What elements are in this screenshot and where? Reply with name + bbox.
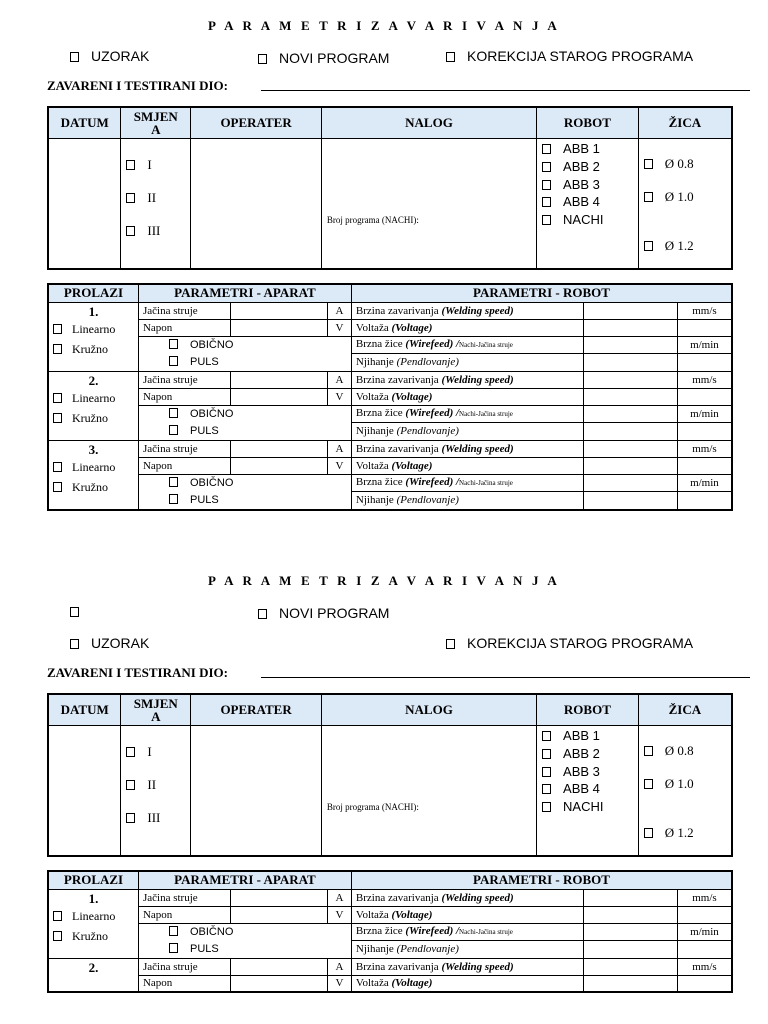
checkbox-icon[interactable]: [542, 802, 551, 812]
voltaza-input[interactable]: [584, 457, 678, 474]
njihanje-label: Njihanje (Pendlovanje): [351, 941, 583, 959]
pass-number: 2.: [88, 959, 99, 975]
unit-v: V: [328, 319, 352, 336]
checkbox-icon[interactable]: [126, 747, 135, 757]
header-smjena: SMJEN A: [121, 107, 191, 138]
jacina-label: Jačina struje: [138, 371, 230, 388]
checkbox-icon[interactable]: [542, 749, 551, 759]
mode-option[interactable]: PULS: [169, 423, 347, 440]
robot-option[interactable]: NACHI: [542, 799, 603, 814]
form1-option-novi-program[interactable]: NOVI PROGRAM: [258, 50, 389, 66]
checkbox-icon[interactable]: [169, 477, 178, 487]
brzina-zav-label: Brzina zavarivanja (Welding speed): [351, 889, 583, 906]
robot-option[interactable]: ABB 1: [542, 141, 600, 156]
unit-v: V: [328, 975, 352, 992]
unit-v: V: [328, 388, 352, 405]
voltaza-label: Voltaža (Voltage): [351, 975, 583, 992]
robot-option[interactable]: ABB 2: [542, 159, 600, 174]
form2-option-empty[interactable]: [70, 603, 91, 619]
wire-option[interactable]: Ø 1.2: [644, 825, 694, 841]
checkbox-icon[interactable]: [644, 746, 653, 756]
header-robot-params: PARAMETRI - ROBOT: [351, 871, 732, 889]
checkbox-icon[interactable]: [53, 462, 62, 472]
checkbox-icon[interactable]: [542, 767, 551, 777]
checkbox-icon[interactable]: [169, 494, 178, 504]
checkbox-icon[interactable]: [542, 162, 551, 172]
brzina-zice-input[interactable]: [584, 923, 678, 941]
robot-option[interactable]: ABB 2: [542, 746, 600, 761]
empty-cell: [677, 457, 732, 474]
brzina-zav-input[interactable]: [584, 371, 678, 388]
voltaza-label: Voltaža (Voltage): [351, 906, 583, 923]
header-aparat: PARAMETRI - APARAT: [138, 871, 351, 889]
checkbox-icon[interactable]: [53, 344, 62, 354]
checkbox-icon[interactable]: [169, 425, 178, 435]
pass-number: 2.: [88, 372, 99, 388]
unit-mms: mm/s: [677, 958, 732, 975]
wire-option[interactable]: Ø 1.2: [644, 238, 694, 254]
checkbox-icon[interactable]: [258, 609, 267, 619]
nalog-cell[interactable]: [321, 725, 536, 856]
robot-option[interactable]: ABB 4: [542, 781, 600, 796]
mode-cell: [138, 474, 351, 510]
checkbox-icon[interactable]: [126, 780, 135, 790]
robot-option[interactable]: ABB 3: [542, 764, 600, 779]
jacina-label: Jačina struje: [138, 302, 230, 319]
unit-a: A: [328, 889, 352, 906]
mode-option[interactable]: OBIČNO: [169, 406, 347, 423]
njihanje-label: Njihanje (Pendlovanje): [351, 492, 583, 510]
type-option[interactable]: Linearno: [53, 391, 134, 405]
header-prolazi: PROLAZI: [48, 284, 138, 302]
voltaza-input[interactable]: [584, 975, 678, 992]
form1-option-korekcija[interactable]: KOREKCIJA STAROG PROGRAMA: [446, 48, 693, 64]
unit-mmin: m/min: [677, 336, 732, 354]
form2-title: P A R A M E T R I Z A V A R I V A N J A: [207, 573, 561, 588]
mode-cell: [138, 405, 351, 440]
pass-cell: [48, 889, 138, 958]
type-option[interactable]: Kružno: [53, 411, 134, 425]
checkbox-icon[interactable]: [542, 180, 551, 190]
type-option[interactable]: Kružno: [53, 929, 134, 943]
unit-a: A: [328, 371, 352, 388]
mode-option[interactable]: OBIČNO: [169, 337, 347, 354]
nalog-cell[interactable]: [321, 138, 536, 269]
shift-option[interactable]: I: [126, 157, 151, 173]
header-operater: OPERATER: [191, 694, 322, 725]
checkbox-icon[interactable]: [644, 828, 653, 838]
mode-cell: [138, 923, 351, 958]
napon-label: Napon: [138, 319, 230, 336]
brzina-zice-label: Brzna žice (Wirefeed) /Nachi-Jačina struje: [351, 405, 583, 423]
jacina-input[interactable]: [231, 889, 328, 906]
mode-option[interactable]: OBIČNO: [169, 475, 347, 492]
type-option[interactable]: Linearno: [53, 460, 134, 474]
empty-cell: [677, 492, 732, 510]
mode-option[interactable]: OBIČNO: [169, 924, 347, 941]
napon-label: Napon: [138, 906, 230, 923]
form1-title: P A R A M E T R I Z A V A R I V A N J A: [207, 18, 561, 33]
napon-input[interactable]: [231, 457, 328, 474]
form1-passes-table: [47, 283, 733, 511]
napon-label: Napon: [138, 388, 230, 405]
unit-mms: mm/s: [677, 302, 732, 319]
type-option[interactable]: Kružno: [53, 480, 134, 494]
brzina-zav-label: Brzina zavarivanja (Welding speed): [351, 440, 583, 457]
pass-cell: [48, 302, 138, 371]
checkbox-icon[interactable]: [169, 943, 178, 953]
checkbox-icon[interactable]: [70, 639, 79, 649]
checkbox-icon[interactable]: [53, 931, 62, 941]
checkbox-icon[interactable]: [542, 144, 551, 154]
empty-cell: [677, 354, 732, 372]
jacina-input[interactable]: [231, 958, 328, 975]
form2-passes-table: [47, 870, 733, 993]
header-aparat: PARAMETRI - APARAT: [138, 284, 351, 302]
mode-option[interactable]: PULS: [169, 354, 347, 371]
unit-mmin: m/min: [677, 923, 732, 941]
brzina-zice-label: Brzna žice (Wirefeed) /Nachi-Jačina struje: [351, 923, 583, 941]
header-smjena: SMJEN A: [121, 694, 191, 725]
njihanje-input[interactable]: [584, 941, 678, 959]
form2-option-novi-program[interactable]: NOVI PROGRAM: [258, 605, 389, 621]
type-option[interactable]: Linearno: [53, 909, 134, 923]
form1-part-input-line[interactable]: [261, 90, 750, 91]
empty-cell: [677, 906, 732, 923]
njihanje-input[interactable]: [584, 492, 678, 510]
header-zica: ŽICA: [638, 107, 732, 138]
napon-input[interactable]: [231, 319, 328, 336]
unit-a: A: [328, 958, 352, 975]
jacina-input[interactable]: [231, 302, 328, 319]
empty-cell: [677, 423, 732, 441]
checkbox-icon[interactable]: [70, 52, 79, 62]
njihanje-label: Njihanje (Pendlovanje): [351, 354, 583, 372]
header-nalog: NALOG: [321, 694, 536, 725]
checkbox-icon[interactable]: [644, 241, 653, 251]
checkbox-icon[interactable]: [258, 54, 267, 64]
pass-number: 1.: [88, 303, 99, 319]
zica-cell: [638, 725, 732, 856]
unit-a: A: [328, 302, 352, 319]
checkbox-icon[interactable]: [126, 160, 135, 170]
robot-cell: [537, 138, 639, 269]
form2-option-korekcija[interactable]: KOREKCIJA STAROG PROGRAMA: [446, 635, 693, 651]
mode-option[interactable]: PULS: [169, 492, 347, 509]
wire-option[interactable]: Ø 0.8: [644, 156, 694, 172]
smjena-cell: [121, 725, 191, 856]
unit-mmin: m/min: [677, 405, 732, 423]
mode-option[interactable]: PULS: [169, 941, 347, 958]
header-zica: ŽICA: [638, 694, 732, 725]
njihanje-input[interactable]: [584, 423, 678, 441]
checkbox-icon[interactable]: [53, 911, 62, 921]
pass-cell: [48, 958, 138, 992]
header-prolazi: PROLAZI: [48, 871, 138, 889]
form2-info-table: [47, 693, 733, 857]
program-label: Broj programa (NACHI):: [326, 214, 419, 225]
napon-input[interactable]: [231, 388, 328, 405]
mode-cell: [138, 336, 351, 371]
program-label: Broj programa (NACHI):: [326, 801, 419, 812]
wire-option[interactable]: Ø 1.0: [644, 189, 694, 205]
brzina-zice-input[interactable]: [584, 474, 678, 492]
robot-cell: [537, 725, 639, 856]
brzina-zav-label: Brzina zavarivanja (Welding speed): [351, 302, 583, 319]
brzina-zav-input[interactable]: [584, 958, 678, 975]
robot-option[interactable]: ABB 4: [542, 194, 600, 209]
empty-cell: [677, 319, 732, 336]
form1-part-label: ZAVARENI I TESTIRANI DIO:: [47, 78, 228, 93]
jacina-label: Jačina struje: [138, 889, 230, 906]
form2-part-input-line[interactable]: [261, 677, 750, 678]
header-operater: OPERATER: [191, 107, 322, 138]
napon-label: Napon: [138, 457, 230, 474]
checkbox-icon[interactable]: [446, 639, 455, 649]
form1-info-table: [47, 106, 733, 270]
voltaza-input[interactable]: [584, 906, 678, 923]
robot-option[interactable]: ABB 3: [542, 177, 600, 192]
checkbox-icon[interactable]: [542, 731, 551, 741]
form2-option-uzorak[interactable]: UZORAK: [70, 635, 149, 651]
voltaza-label: Voltaža (Voltage): [351, 388, 583, 405]
header-datum: DATUM: [48, 694, 121, 725]
checkbox-icon[interactable]: [542, 197, 551, 207]
shift-option[interactable]: II: [126, 777, 156, 793]
operater-cell[interactable]: [191, 138, 322, 269]
checkbox-icon[interactable]: [126, 226, 135, 236]
voltaza-label: Voltaža (Voltage): [351, 457, 583, 474]
unit-mms: mm/s: [677, 440, 732, 457]
header-datum: DATUM: [48, 107, 121, 138]
checkbox-icon[interactable]: [169, 926, 178, 936]
pass-cell: [48, 440, 138, 510]
unit-v: V: [328, 457, 352, 474]
checkbox-icon[interactable]: [169, 408, 178, 418]
unit-a: A: [328, 440, 352, 457]
voltaza-label: Voltaža (Voltage): [351, 319, 583, 336]
header-nalog: NALOG: [321, 107, 536, 138]
pass-number: 1.: [88, 890, 99, 906]
shift-option[interactable]: I: [126, 744, 151, 760]
brzina-zice-label: Brzna žice (Wirefeed) /Nachi-Jačina struje: [351, 474, 583, 492]
type-option[interactable]: Kružno: [53, 342, 134, 356]
voltaza-input[interactable]: [584, 319, 678, 336]
checkbox-icon[interactable]: [542, 784, 551, 794]
smjena-cell: [121, 138, 191, 269]
checkbox-icon[interactable]: [644, 159, 653, 169]
shift-option[interactable]: III: [126, 810, 160, 826]
checkbox-icon[interactable]: [644, 779, 653, 789]
pass-cell: [48, 371, 138, 440]
checkbox-icon[interactable]: [446, 52, 455, 62]
wire-option[interactable]: Ø 0.8: [644, 743, 694, 759]
checkbox-icon[interactable]: [542, 215, 551, 225]
unit-v: V: [328, 906, 352, 923]
zica-cell: [638, 138, 732, 269]
empty-cell: [677, 388, 732, 405]
checkbox-icon[interactable]: [644, 192, 653, 202]
datum-cell[interactable]: [48, 138, 121, 269]
checkbox-icon[interactable]: [70, 607, 79, 617]
brzina-zav-label: Brzina zavarivanja (Welding speed): [351, 371, 583, 388]
checkbox-icon[interactable]: [53, 413, 62, 423]
checkbox-icon[interactable]: [53, 393, 62, 403]
checkbox-icon[interactable]: [126, 813, 135, 823]
napon-input[interactable]: [231, 975, 328, 992]
jacina-label: Jačina struje: [138, 958, 230, 975]
checkbox-icon[interactable]: [53, 482, 62, 492]
brzina-zav-input[interactable]: [584, 440, 678, 457]
voltaza-input[interactable]: [584, 388, 678, 405]
brzina-zav-input[interactable]: [584, 889, 678, 906]
napon-label: Napon: [138, 975, 230, 992]
shift-option[interactable]: II: [126, 190, 156, 206]
brzina-zav-label: Brzina zavarivanja (Welding speed): [351, 958, 583, 975]
type-option[interactable]: Linearno: [53, 322, 134, 336]
checkbox-icon[interactable]: [53, 324, 62, 334]
empty-cell: [677, 975, 732, 992]
header-robot: ROBOT: [537, 694, 639, 725]
jacina-label: Jačina struje: [138, 440, 230, 457]
brzina-zice-input[interactable]: [584, 405, 678, 423]
napon-input[interactable]: [231, 906, 328, 923]
shift-option[interactable]: III: [126, 223, 160, 239]
pass-number: 3.: [88, 441, 99, 457]
brzina-zice-input[interactable]: [584, 336, 678, 354]
checkbox-icon[interactable]: [169, 356, 178, 366]
datum-cell[interactable]: [48, 725, 121, 856]
njihanje-label: Njihanje (Pendlovanje): [351, 423, 583, 441]
form1-option-uzorak[interactable]: UZORAK: [70, 48, 149, 64]
header-robot: ROBOT: [537, 107, 639, 138]
unit-mmin: m/min: [677, 474, 732, 492]
jacina-input[interactable]: [231, 371, 328, 388]
brzina-zav-input[interactable]: [584, 302, 678, 319]
jacina-input[interactable]: [231, 440, 328, 457]
checkbox-icon[interactable]: [169, 339, 178, 349]
unit-mms: mm/s: [677, 889, 732, 906]
wire-option[interactable]: Ø 1.0: [644, 776, 694, 792]
checkbox-icon[interactable]: [126, 193, 135, 203]
unit-mms: mm/s: [677, 371, 732, 388]
robot-option[interactable]: NACHI: [542, 212, 603, 227]
form2-part-label: ZAVARENI I TESTIRANI DIO:: [47, 665, 228, 680]
brzina-zice-label: Brzna žice (Wirefeed) /Nachi-Jačina struje: [351, 336, 583, 354]
header-robot-params: PARAMETRI - ROBOT: [351, 284, 732, 302]
empty-cell: [677, 941, 732, 959]
operater-cell[interactable]: [191, 725, 322, 856]
njihanje-input[interactable]: [584, 354, 678, 372]
robot-option[interactable]: ABB 1: [542, 728, 600, 743]
